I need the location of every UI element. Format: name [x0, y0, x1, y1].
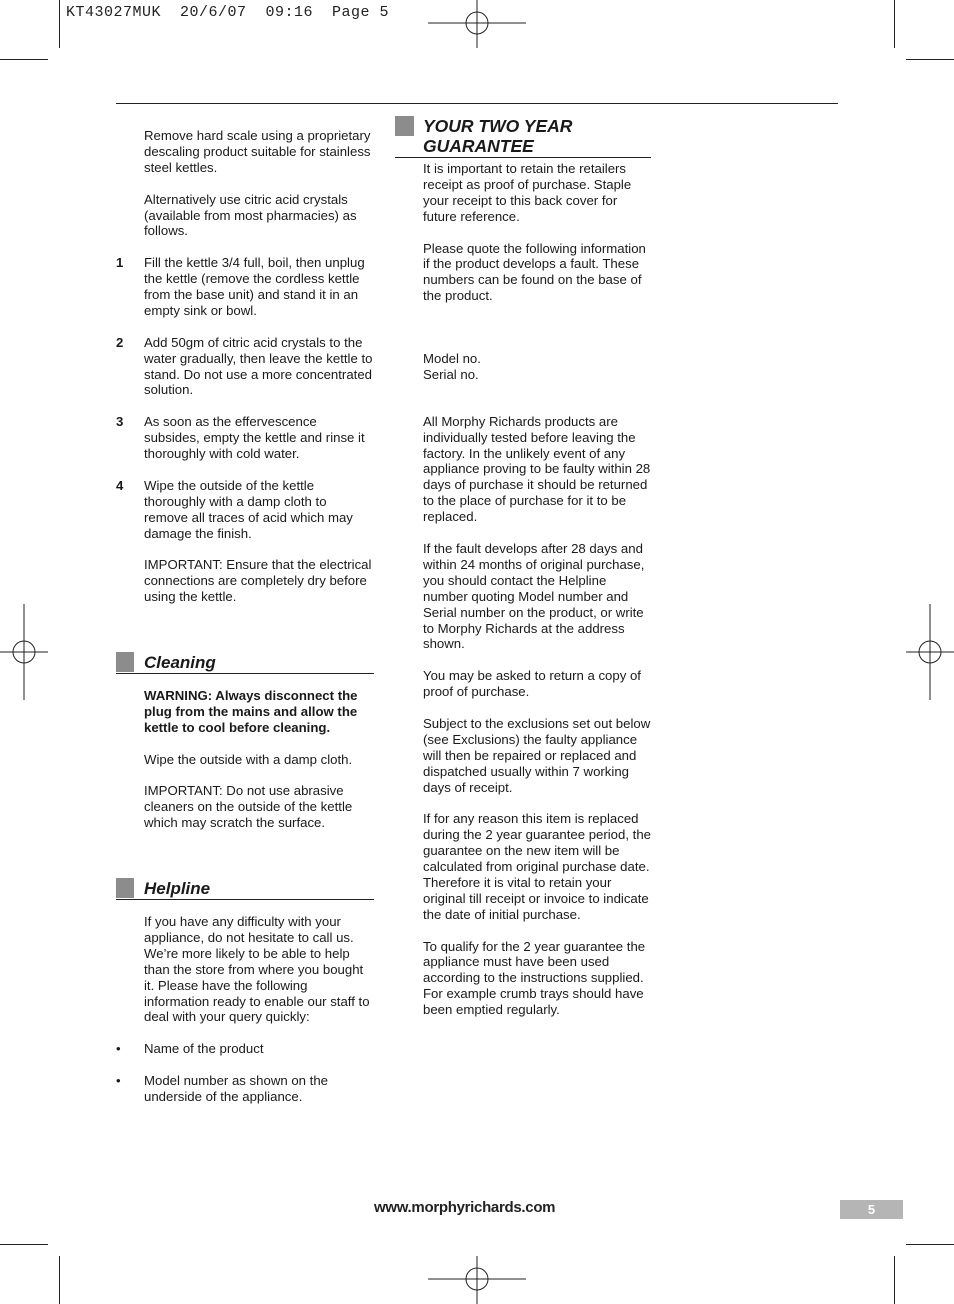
- step-text: Wipe the outside of the kettle thoroughly with a damp cloth to remove all traces of acid which may damage the finish.: [144, 477, 353, 541]
- list-item: [116, 1041, 374, 1057]
- bullet: •: [116, 1041, 121, 1057]
- step-2: [116, 335, 374, 399]
- section-marker: [395, 116, 414, 136]
- step-number: 1: [116, 255, 124, 271]
- cleaning-heading: [116, 652, 374, 674]
- section-marker: [116, 652, 134, 672]
- right-column: [395, 116, 651, 1034]
- model-number-label: Model no.: [423, 351, 481, 367]
- step-1: [116, 255, 374, 319]
- bullet-text: Model number as shown on the underside of the appliance.: [144, 1073, 329, 1104]
- serial-number-label: Serial no.: [423, 366, 479, 382]
- step-text: Add 50gm of citric acid crystals to the water gradually, then leave the kettle to stand. Do not use a more concentrated solution.: [144, 334, 373, 398]
- citric-acid-intro: Alternatively use citric acid crystals (available from most pharmacies) as follows.: [144, 191, 357, 239]
- important-note: IMPORTANT: Ensure that the electrical connections are completely dry before using the kettle.: [144, 557, 372, 605]
- registration-mark-left: [0, 604, 48, 700]
- guarantee-paragraph: If the fault develops after 28 days and within 24 months of original purchase, you should contact the Helpline number quoting Model number and Serial number on the product, or write to Morphy Richards at the address shown.: [423, 540, 645, 652]
- section-title: Cleaning: [144, 652, 216, 672]
- guarantee-paragraph: All Morphy Richards products are individually tested before leaving the factory. In the unlikely event of any appliance proving to be faulty within 28 days of purchase it should be returned to the place of purchase for it to be replaced.: [423, 413, 651, 525]
- registration-mark-right: [906, 604, 954, 700]
- page-number: 5: [840, 1200, 903, 1219]
- cleaning-important: IMPORTANT: Do not use abrasive cleaners on the outside of the kettle which may scratch the surface.: [144, 783, 353, 831]
- section-title: YOUR TWO YEAR GUARANTEE: [423, 116, 573, 156]
- step-number: 4: [116, 477, 124, 493]
- helpline-text: If you have any difficulty with your appliance, do not hesitate to call us. We’re more likely to be able to help than the store from where you bought it. Please have the following information ready to enable our staff to deal with your query quickly:: [144, 914, 370, 1025]
- bullet-text: Name of the product: [144, 1041, 264, 1057]
- guarantee-heading: [395, 116, 651, 158]
- registration-mark-bottom: [428, 1256, 526, 1304]
- step-number: 2: [116, 334, 124, 350]
- section-marker: [116, 878, 134, 898]
- guarantee-paragraph: Subject to the exclusions set out below (see Exclusions) the faulty appliance will then be repaired or replaced and dispatched usually within 7 working days of receipt.: [423, 715, 651, 795]
- descale-intro: Remove hard scale using a proprietary descaling product suitable for stainless steel kettles.: [144, 128, 371, 175]
- guarantee-paragraph: It is important to retain the retailers receipt as proof of purchase. Staple your receipt to this back cover for future reference.: [423, 161, 632, 224]
- bullet: •: [116, 1073, 121, 1089]
- guarantee-paragraph: You may be asked to return a copy of proof of purchase.: [423, 668, 641, 700]
- cleaning-warning: WARNING: Always disconnect the plug from the mains and allow the kettle to cool before cleaning.: [144, 687, 358, 735]
- website-url: www.morphyrichards.com: [374, 1199, 556, 1216]
- registration-mark-top: [428, 0, 526, 48]
- print-slug: KT43027MUK 20/6/07 09:16 Page 5: [66, 4, 390, 21]
- list-item: [116, 1073, 374, 1105]
- top-rule: [116, 103, 838, 104]
- guarantee-paragraph: To qualify for the 2 year guarantee the appliance must have been used according to the instructions supplied. For example crumb trays should have been emptied regularly.: [423, 938, 646, 1018]
- step-3: [116, 414, 374, 462]
- step-4: [116, 478, 374, 542]
- left-column: [116, 128, 374, 1121]
- step-number: 3: [116, 414, 124, 430]
- step-text: Fill the kettle 3/4 full, boil, then unplug the kettle (remove the cordless kettle from the base unit) and stand it in an empty sink or bowl.: [144, 255, 365, 318]
- cleaning-wipe: Wipe the outside with a damp cloth.: [144, 751, 353, 767]
- guarantee-paragraph: If for any reason this item is replaced during the 2 year guarantee period, the guarantee on the new item will be calculated from original purchase date. Therefore it is vital to retain your original till receipt or invoice to indicate the date of initial purchase.: [423, 811, 652, 922]
- step-text: As soon as the effervescence subsides, empty the kettle and rinse it thoroughly with cold water.: [144, 414, 365, 462]
- guarantee-paragraph: Please quote the following information if the product develops a fault. These numbers can be found on the base of the product.: [423, 240, 646, 304]
- helpline-heading: [116, 878, 374, 900]
- section-title: Helpline: [144, 879, 211, 898]
